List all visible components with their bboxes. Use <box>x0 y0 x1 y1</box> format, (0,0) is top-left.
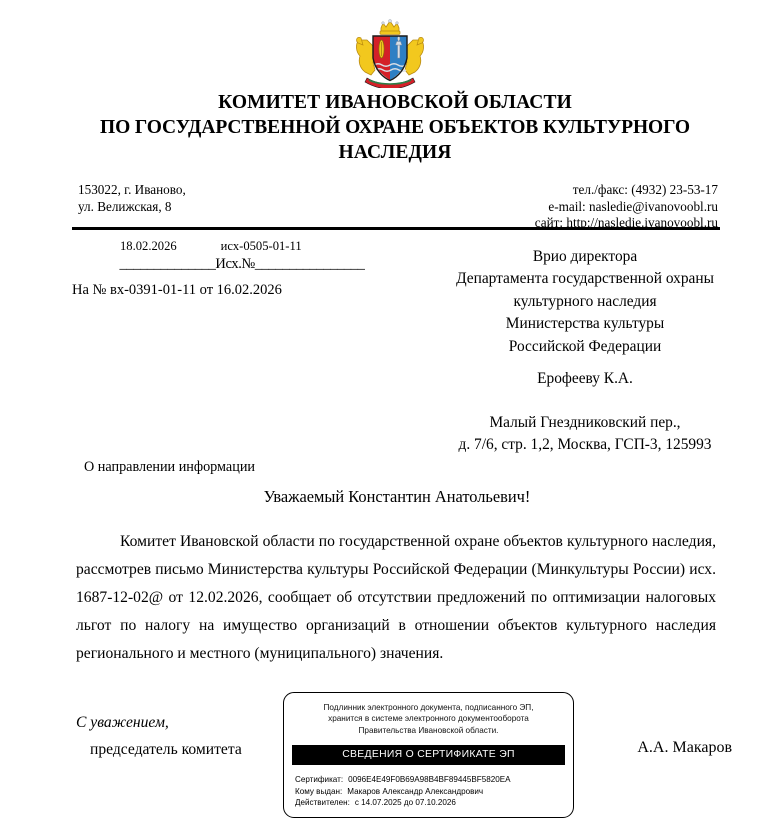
stamp-note-line-3: Правительства Ивановской области. <box>358 725 499 735</box>
addressee-line-4: Министерства культуры <box>505 315 665 333</box>
page-title <box>70 90 720 165</box>
document-date: 18.02.2026 <box>120 239 177 253</box>
address-line-2: ул. Велижская, 8 <box>78 198 172 214</box>
title-line-1: КОМИТЕТ ИВАНОВСКОЙ ОБЛАСТИ <box>218 92 572 113</box>
signatory-name: А.А. Макаров <box>637 739 732 756</box>
digital-signature-stamp <box>283 692 574 818</box>
stamp-note-line-2: хранится в системе электронного документооборота <box>328 714 529 724</box>
addressee-line-3: культурного наследия <box>513 292 657 310</box>
stamp-note-line-1: Подлинник электронного документа, подписанного ЭП, <box>323 703 534 712</box>
title-line-2: ПО ГОСУДАРСТВЕННОЙ ОХРАНЕ ОБЪЕКТОВ КУЛЬТУРНОГО <box>100 117 690 138</box>
letter-body: Комитет Ивановской области по государственной охране объектов культурного наследия, рассмотрев письмо Министерства культуры Российской Федерации (Минкультуры России) исх. 1687-12-02@ от 12.02.2026, сообщает об отсутствии предложений по оптимизации налоговых льгот по налогу на имущество организаций в отношении объектов культурного наследия регионального и местного (муниципального) значения. <box>76 533 716 662</box>
signatory-role: председатель комитета <box>90 741 242 758</box>
addressee-line-2: Департамента государственной охраны <box>456 270 714 288</box>
closing-regards: С уважением, <box>76 714 169 731</box>
organization-address <box>78 182 186 215</box>
certificate-label: Сертификат: <box>295 775 344 785</box>
reference-values <box>72 238 412 255</box>
salutation: Уважаемый Константин Анатольевич! <box>263 487 531 506</box>
addressee-block <box>420 246 750 358</box>
addressee-line-1: Врио директора <box>532 248 638 265</box>
owner-value: Макаров Александр Александрович <box>347 786 484 796</box>
stamp-note <box>296 702 561 736</box>
organization-contacts <box>535 182 718 232</box>
owner-label: Кому выдан: <box>295 786 343 796</box>
validity-label: Действителен: <box>295 798 350 808</box>
stamp-banner: СВЕДЕНИЯ О СЕРТИФИКАТЕ ЭП <box>292 745 565 765</box>
title-line-3: НАСЛЕДИЯ <box>338 142 452 163</box>
outgoing-number: исх-0505-01-11 <box>220 239 302 253</box>
subject-line: О направлении информации <box>84 459 255 475</box>
address-line-1: 153022, г. Иваново, <box>78 182 186 197</box>
addressee-person: Ерофееву К.А. <box>537 370 633 387</box>
reference-block <box>72 238 412 299</box>
validity-row <box>295 797 573 809</box>
addressee-postal-address <box>410 412 760 457</box>
outgoing-number-label: ______________Исх.№________________ <box>119 256 365 272</box>
website-url[interactable]: сайт: http://nasledie.ivanovoobl.ru <box>534 215 718 230</box>
incoming-reference: На № вх-0391-01-11 от 16.02.2026 <box>72 282 282 298</box>
owner-row <box>295 786 573 798</box>
coat-of-arms-icon <box>353 18 427 88</box>
header-divider <box>72 227 720 230</box>
email-address[interactable]: e-mail: nasledie@ivanovoobl.ru <box>548 198 718 214</box>
emblem-container <box>0 18 780 88</box>
contact-block <box>78 182 718 232</box>
phone-fax: тел./факс: (4932) 23-53-17 <box>572 182 718 197</box>
postal-line-1: Малый Гнездниковский пер., <box>489 414 681 431</box>
addressee-line-5: Российской Федерации <box>508 337 662 355</box>
certificate-details <box>295 774 573 809</box>
validity-value: с 14.07.2025 до 07.10.2026 <box>354 798 456 808</box>
postal-line-2: д. 7/6, стр. 1,2, Москва, ГСП-3, 125993 <box>458 436 712 454</box>
certificate-value: 0096E4E49F0B69A98B4BF89445BF5820EA <box>348 775 511 785</box>
certificate-row <box>295 774 573 786</box>
